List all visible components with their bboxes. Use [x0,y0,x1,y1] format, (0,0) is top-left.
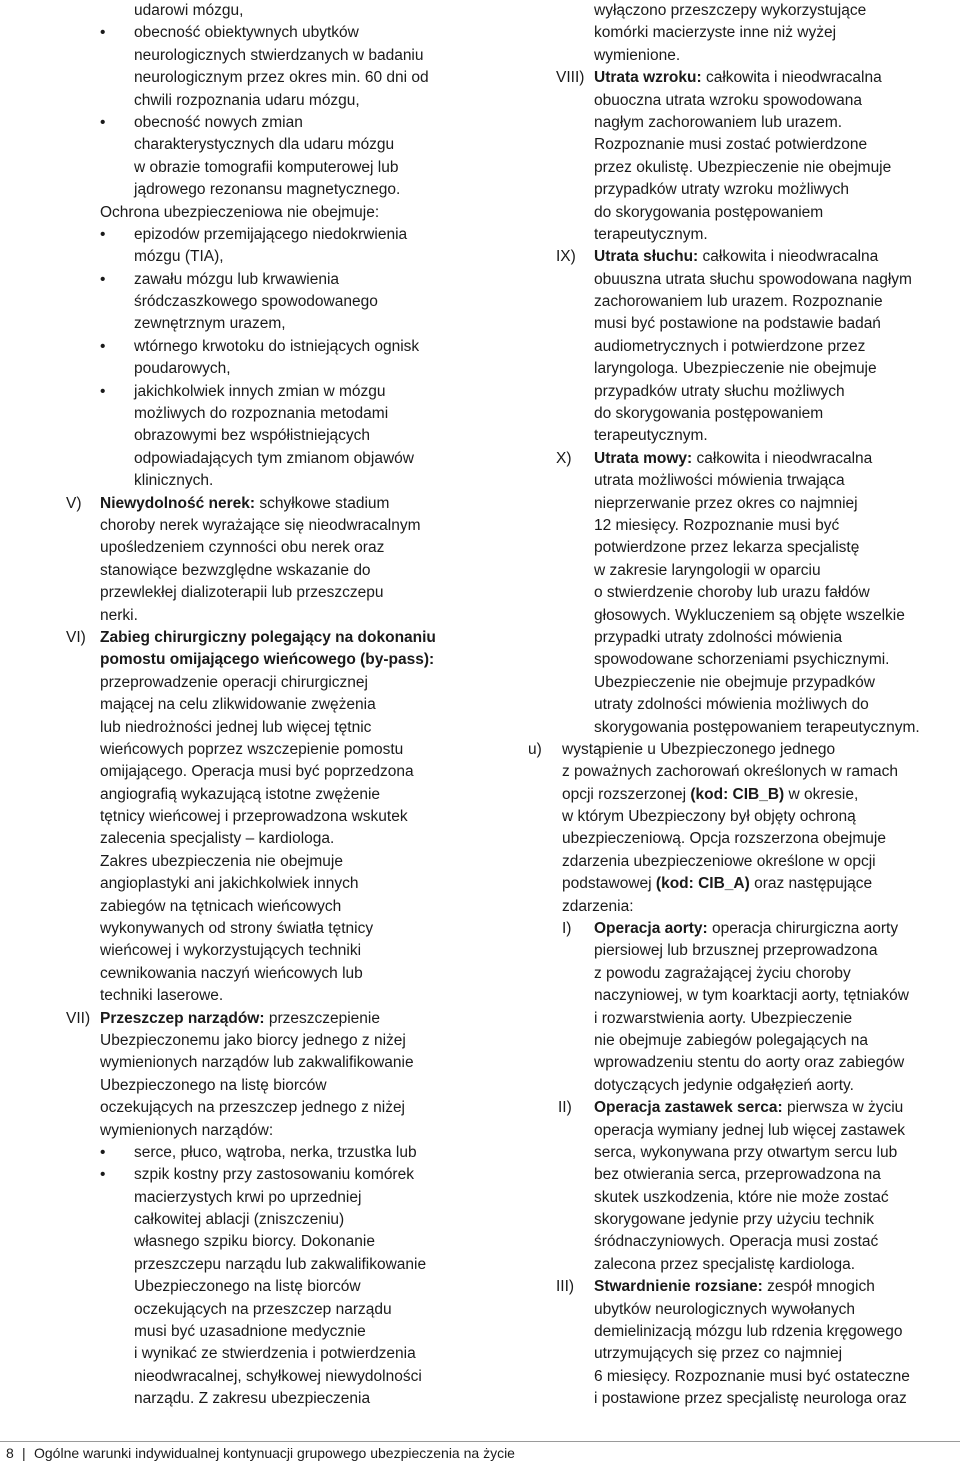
text-line [100,694,480,716]
text-run: dotyczących jedynie odgałęzień aorty. [594,1076,854,1094]
list-label: V) [66,494,82,512]
text-line [100,1276,480,1298]
text-run: i wynikać ze stwierdzenia i potwierdzenia [134,1345,416,1363]
text-line [530,493,960,515]
text-run: śródczaszkowego spowodowanego [134,293,378,311]
bold-run: Operacja zastawek serca: [594,1099,783,1117]
text-line [100,1052,480,1074]
text-line [530,627,960,649]
text-run: laryngologa. Ubezpieczenie nie obejmuje [594,360,877,378]
text-line [100,1366,480,1388]
text-run: epizodów przemijającego niedokrwienia [134,225,408,243]
text-run: zalecona przez specjalistę kardiologa. [594,1255,856,1273]
text-run: Ubezpieczonemu jako biorcy jednego z niżej [100,1031,406,1049]
text-run: skutek uszkodzenia, które nie może zostać [594,1188,889,1206]
text-line [100,649,480,671]
text-run: zabiegów na tętnicach wieńcowych [100,897,342,915]
text-line [100,246,480,268]
text-line [530,112,960,134]
text-line [530,672,960,694]
text-run: zewnętrznym urazem, [134,315,286,333]
text-run: obrazowymi bez współistniejących [134,427,371,445]
text-run: cewnikowania naczyń wieńcowych lub [100,964,363,982]
text-run: techniki laserowe. [100,987,224,1005]
text-line [530,828,960,850]
text-line [100,45,480,67]
text-line [100,1254,480,1276]
text-line [530,1075,960,1097]
text-line [66,627,480,649]
text-run: ubezpieczeniową. Opcja rozszerzona obejmuje [562,830,886,848]
text-line [100,537,480,559]
text-line [530,1231,960,1253]
text-line [100,1299,480,1321]
text-line [530,940,960,962]
text-run: naczyniowej, w tym koarktacji aorty, tętniaków [594,987,909,1005]
bold-run: Niewydolność nerek: [100,494,256,512]
text-line [530,336,960,358]
right-column [530,0,960,1411]
text-line [100,358,480,380]
bullet-icon: • [100,1143,106,1161]
bold-run: (kod: CIB_A) [655,875,750,893]
text-line [530,918,960,940]
bullet-icon: • [100,337,106,355]
text-line [100,918,480,940]
text-run: spowodowane schorzeniami psychicznymi. [594,651,890,669]
text-run: macierzystych krwi po uprzedniej [134,1188,362,1206]
text-run: szpik kostny przy zastosowaniu komórek [134,1166,414,1184]
text-run: neurologicznych stwierdzanych w badaniu [134,46,424,64]
text-run: neurologicznym przez okres min. 60 dni od [134,69,429,87]
text-line [100,425,480,447]
bold-run: Utrata słuchu: [594,248,699,266]
text-run: mózgu (TIA), [134,248,224,266]
text-run: ubytków neurologicznych wywołanych [594,1300,856,1318]
text-run: wykonywanych od strony światła tętnicy [100,920,374,938]
text-line [100,90,480,112]
text-run: chwili rozpoznania udaru mózgu, [134,91,360,109]
text-run: wymienionych narządów lub zakwalifikowanie [100,1054,414,1072]
text-run: z poważnych zachorowań określonych w ramach [562,763,898,781]
text-line [100,1343,480,1365]
text-line [100,1231,480,1253]
text-line [530,784,960,806]
text-run: terapeutycznym. [594,427,708,445]
bullet-icon: • [100,270,106,288]
text-run: wymienione. [594,46,681,64]
text-line [530,1142,960,1164]
text-line [100,582,480,604]
text-line [530,157,960,179]
text-line [530,291,960,313]
text-run: serca, wykonywana przy otwartym sercu lub [594,1143,898,1161]
text-line [530,873,960,895]
text-line [100,806,480,828]
text-run: w którym Ubezpieczony był objęty ochroną [562,808,856,826]
list-label: X) [556,449,572,467]
text-line [100,1142,480,1164]
text-line [100,1075,480,1097]
text-run: nieodwracalnej, schyłkowej niewydolności [134,1367,422,1385]
text-run: w okresie, [784,785,859,803]
text-run: 12 miesięcy. Rozpoznanie musi być [594,516,840,534]
text-run: nagłym zachorowaniem lub urazem. [594,113,843,131]
text-run: Ochrona ubezpieczeniowa nie obejmuje: [100,203,380,221]
text-run: pierwsza w życiu [782,1099,904,1117]
text-run: zalecenia specjalisty – kardiologa. [100,830,335,848]
text-line [530,1254,960,1276]
text-run: Ubezpieczonego na listę biorców [134,1278,361,1296]
bullet-icon: • [100,1166,106,1184]
text-line [530,515,960,537]
bold-run: Zabieg chirurgiczny polegający na dokonaniu [100,628,436,646]
text-line [100,336,480,358]
text-line [530,1120,960,1142]
text-run: schyłkowe stadium [255,494,390,512]
text-run: przewlekłej dializoterapii lub przeszczepu [100,584,384,602]
text-line [530,134,960,156]
text-line [530,403,960,425]
text-run: serce, płuco, wątroba, nerka, trzustka lub [134,1143,417,1161]
bold-run: Operacja aorty: [594,920,708,938]
text-run: całkowitej ablacji (zniszczeniu) [134,1211,345,1229]
text-line [100,1187,480,1209]
text-run: skorygowane jedynie przy użyciu technik [594,1211,874,1229]
text-line [530,806,960,828]
text-line [530,1030,960,1052]
text-run: operacja chirurgiczna aorty [707,920,899,938]
text-run: operacja wymiany jednej lub więcej zastawek [594,1121,906,1139]
text-line [530,22,960,44]
text-run: całkowita i nieodwracalna [692,449,873,467]
text-line [100,761,480,783]
text-run: o stwierdzenie choroby lub urazu fałdów [594,584,870,602]
text-run: nerki. [100,606,138,624]
text-run: obuoczna utrata wzroku spowodowana [594,91,862,109]
text-run: stanowiące bezwzględne wskazanie do [100,561,371,579]
text-run: mającej na celu zlikwidowanie zwężenia [100,696,376,714]
text-run: obuuszna utrata słuchu spowodowana nagłym [594,270,912,288]
text-run: wieńcowej i wykorzystujących techniki [100,942,362,960]
text-line [530,739,960,761]
text-line [100,717,480,739]
text-run: możliwych do rozpoznania metodami [134,405,389,423]
list-label: II) [558,1099,572,1117]
text-line [100,470,480,492]
text-run: obecność obiektywnych ubytków [134,24,359,42]
text-line [100,67,480,89]
text-run: jakichkolwiek innych zmian w mózgu [134,382,386,400]
text-line [100,515,480,537]
text-line [100,1164,480,1186]
text-line [530,358,960,380]
text-run: wtórnego krwotoku do istniejących ognisk [134,337,420,355]
text-run: utraty zdolności mówienia możliwych do [594,696,869,714]
text-line [530,269,960,291]
text-line [100,112,480,134]
text-line [530,0,960,22]
text-line [100,560,480,582]
text-line [100,381,480,403]
list-label: u) [528,740,542,758]
text-run: w zakresie laryngologii w oparciu [594,561,821,579]
text-run: przeprowadzenie operacji chirurgicznej [100,673,368,691]
text-run: omijającego. Operacja musi być poprzedzona [100,763,414,781]
text-line [100,1388,480,1410]
text-run: do skorygowania postępowaniem [594,405,824,423]
text-line [530,1299,960,1321]
text-line [530,1276,960,1298]
text-run: nie obejmuje zabiegów polegających na [594,1031,869,1049]
text-line [100,896,480,918]
text-run: lub niedrożności jednej lub więcej tętnic [100,718,372,736]
bold-run: Stwardnienie rozsiane: [594,1278,763,1296]
text-line [530,649,960,671]
text-line [100,1321,480,1343]
text-line [530,90,960,112]
text-line [100,940,480,962]
text-line [530,1164,960,1186]
text-run: utrzymujących się przez co najmniej [594,1345,843,1363]
text-line [530,1187,960,1209]
text-run: obecność nowych zmian [134,113,303,131]
text-line [530,1008,960,1030]
text-run: przypadków utraty słuchu możliwych [594,382,845,400]
bold-run: Przeszczep narządów: [100,1009,265,1027]
text-line [100,291,480,313]
page-footer [0,1441,960,1464]
bullet-icon: • [100,382,106,400]
text-line [530,448,960,470]
text-line [530,582,960,604]
text-run: utrata możliwości mówienia trwająca [594,472,845,490]
text-line [100,134,480,156]
text-run: i postawione przez specjalistę neurologa oraz [594,1390,907,1408]
text-line [530,761,960,783]
text-run: oczekujących na przeszczep narządu [134,1300,392,1318]
text-line [100,851,480,873]
page-number: 8 [6,1445,14,1461]
text-line [530,425,960,447]
text-line [100,828,480,850]
text-run: Ubezpieczonego na listę biorców [100,1076,327,1094]
text-line [100,1120,480,1142]
text-line [530,694,960,716]
text-line [530,851,960,873]
text-run: w obrazie tomografii komputerowej lub [134,158,399,176]
text-line [530,560,960,582]
text-run: Zakres ubezpieczenia nie obejmuje [100,852,343,870]
text-line [530,1097,960,1119]
footer-title: Ogólne warunki indywidualnej kontynuacji grupowego ubezpieczenia na życie [34,1445,515,1461]
text-run: całkowita i nieodwracalna [698,248,879,266]
text-run: potwierdzone przez lekarza specjalistę [594,539,860,557]
text-run: audiometrycznych i potwierdzone przez [594,337,866,355]
text-line [530,179,960,201]
text-run: zachorowaniem lub urazem. Rozpoznanie [594,293,883,311]
text-line [100,157,480,179]
text-run: zdarzenia ubezpieczeniowe określone w opcji [562,852,876,870]
text-run: musi być uzasadnione medycznie [134,1323,366,1341]
text-line [100,224,480,246]
text-run: nieprzerwanie przez okres co najmniej [594,494,858,512]
text-line [100,313,480,335]
text-run: poudarowych, [134,360,231,378]
text-run: zawału mózgu lub krwawienia [134,270,340,288]
text-line [100,1097,480,1119]
text-run: podstawowej [562,875,656,893]
text-run: narządu. Z zakresu ubezpieczenia [134,1390,371,1408]
text-run: angioplastyki ani jakichkolwiek innych [100,875,359,893]
text-line [530,1343,960,1365]
text-run: przypadki utraty zdolności mówienia [594,628,843,646]
text-line [530,1366,960,1388]
text-line [530,313,960,335]
text-line [100,0,480,22]
text-run: własnego szpiku biorcy. Dokonanie [134,1233,375,1251]
text-line [530,717,960,739]
footer-separator: | [22,1445,26,1461]
text-line [530,246,960,268]
text-line [530,224,960,246]
text-run: upośledzeniem czynności obu nerek oraz [100,539,385,557]
text-run: przeszczepienie [264,1009,380,1027]
text-line [530,1052,960,1074]
bold-run: Utrata mowy: [594,449,693,467]
text-line [100,403,480,425]
text-run: głosowych. Wykluczeniem są objęte wszelkie [594,606,905,624]
text-line [530,1321,960,1343]
text-line [100,985,480,1007]
text-run: wieńcowych poprzez wszczepienie pomostu [100,740,404,758]
list-label: I) [562,920,572,938]
bullet-icon: • [100,225,106,243]
text-run: terapeutycznym. [594,225,708,243]
text-run: demielinizacją mózgu lub rdzenia kręgowego [594,1323,903,1341]
text-run: klinicznych. [134,472,214,490]
text-line [100,179,480,201]
text-run: 6 miesięcy. Rozpoznanie musi być ostateczne [594,1367,910,1385]
bold-run: (kod: CIB_B) [690,785,785,803]
text-line [530,896,960,918]
text-run: i rozwarstwienia aorty. Ubezpieczenie [594,1009,853,1027]
text-line [100,672,480,694]
list-label: III) [556,1278,575,1296]
text-run: przypadków utraty wzroku możliwych [594,181,849,199]
text-run: wymienionych narządów: [100,1121,274,1139]
text-run: musi być postawione na podstawie badań [594,315,881,333]
bold-run: Utrata wzroku: [594,69,702,87]
text-line [100,202,480,224]
text-line [530,1209,960,1231]
text-line [66,1008,480,1030]
text-line [530,605,960,627]
text-line [530,963,960,985]
text-run: charakterystycznych dla udaru mózgu [134,136,395,154]
text-line [100,22,480,44]
text-run: oczekujących na przeszczep jednego z niżej [100,1099,406,1117]
text-run: wystąpienie u Ubezpieczonego jednego [562,740,836,758]
text-line [66,493,480,515]
text-run: oraz następujące [749,875,873,893]
text-line [100,605,480,627]
text-run: śródnaczyniowych. Operacja musi zostać [594,1233,879,1251]
text-line [530,67,960,89]
text-run: skorygowania postępowaniem terapeutycznym. [594,718,920,736]
text-run: zdarzenia: [562,897,634,915]
left-column [66,0,480,1411]
text-run: odpowiadających tym zmianom objawów [134,449,414,467]
text-line [530,45,960,67]
text-run: piersiowej lub brzusznej przeprowadzona [594,942,878,960]
text-line [100,739,480,761]
list-label: VII) [66,1009,91,1027]
text-run: zespół mnogich [762,1278,875,1296]
text-line [530,470,960,492]
text-line [100,448,480,470]
bold-run: pomostu omijającego wieńcowego (by-pass): [100,651,435,669]
text-line [100,873,480,895]
text-line [100,269,480,291]
text-run: przeszczepu narządu lub zakwalifikowanie [134,1255,427,1273]
text-run: tętnicy wieńcowej i przeprowadzona wskutek [100,808,408,826]
text-run: jądrowego rezonansu magnetycznego. [134,181,401,199]
text-run: do skorygowania postępowaniem [594,203,824,221]
text-run: opcji rozszerzonej [562,785,691,803]
text-line [530,202,960,224]
text-run: bez otwierania serca, przeprowadzona na [594,1166,881,1184]
text-run: Rozpoznanie musi zostać potwierdzone [594,136,868,154]
list-label: VIII) [556,69,585,87]
text-run: udarowi mózgu, [134,2,244,19]
text-line [530,381,960,403]
bullet-icon: • [100,24,106,42]
list-label: VI) [66,628,86,646]
list-label: IX) [556,248,576,266]
bullet-icon: • [100,113,106,131]
text-run: z powodu zagrażającej życiu choroby [594,964,851,982]
text-line [100,784,480,806]
text-run: wprowadzeniu stentu do aorty oraz zabiegów [594,1054,905,1072]
text-run: wyłączono przeszczepy wykorzystujące [594,2,867,19]
text-run: Ubezpieczenie nie obejmuje przypadków [594,673,875,691]
text-run: angiografią wykazującą istotne zwężenie [100,785,381,803]
text-run: komórki macierzyste inne niż wyżej [594,24,837,42]
text-run: przez okulistę. Ubezpieczenie nie obejmuje [594,158,892,176]
text-line [100,963,480,985]
text-line [530,985,960,1007]
text-line [530,537,960,559]
text-line [100,1030,480,1052]
text-line [100,1209,480,1231]
text-line [530,1388,960,1410]
text-run: całkowita i nieodwracalna [701,69,882,87]
text-run: choroby nerek wyrażające się nieodwracalnym [100,516,421,534]
